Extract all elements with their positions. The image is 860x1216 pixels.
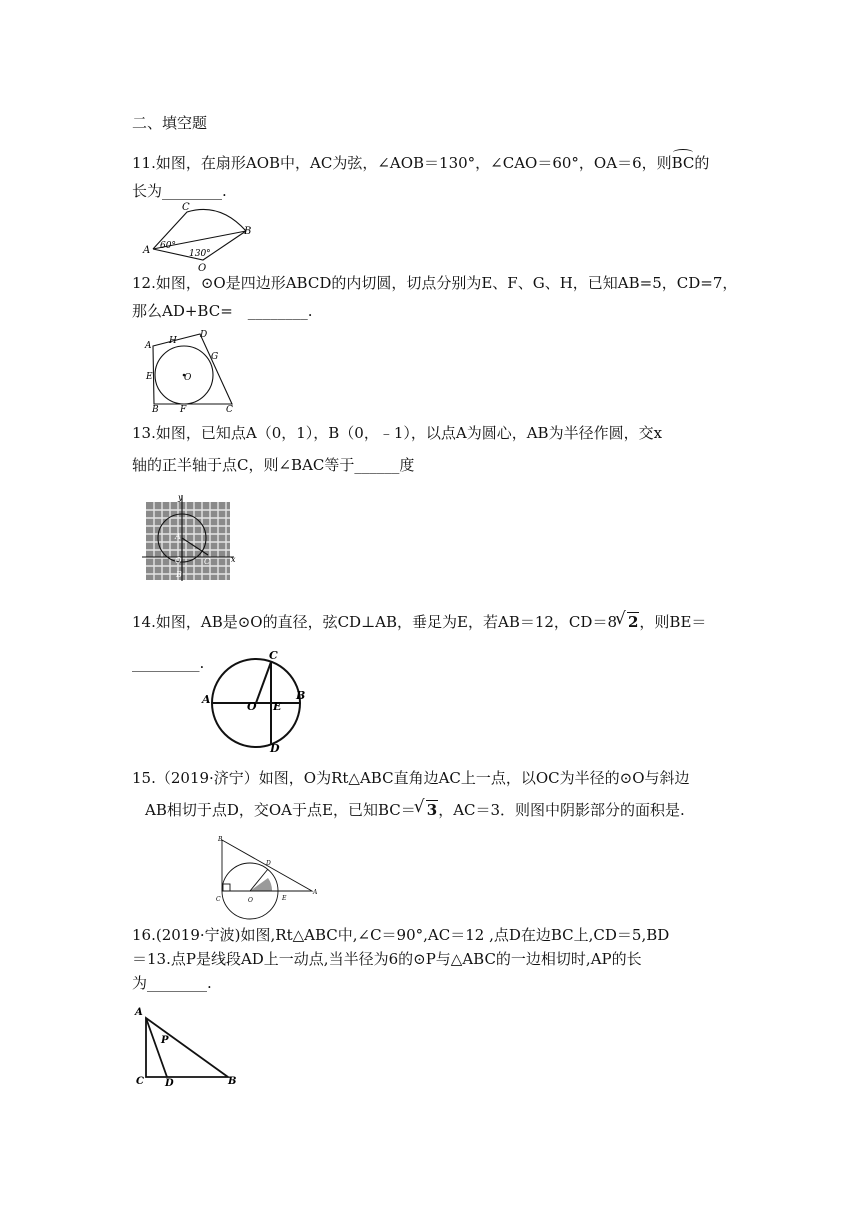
q16-segment-ad [146, 1018, 167, 1077]
q12-label-a: A [145, 341, 152, 351]
q16-label-c: C [136, 1076, 144, 1087]
q11-angle-60: 60° [160, 241, 176, 251]
q15-shaded-sector [250, 878, 272, 891]
q15-label-e: E [282, 895, 287, 902]
q15-text-b: ，AC＝3．则图中阴影部分的面积是. [438, 801, 685, 819]
q11-line2: 长为________. [132, 182, 227, 200]
q12-quadrilateral [153, 334, 232, 404]
q11-label-c: C [182, 202, 190, 213]
q15-line2 [145, 800, 685, 820]
q16-triangle [146, 1018, 228, 1077]
q11-arc-bc: BC [671, 154, 695, 172]
q13-label-y: y [178, 493, 183, 502]
q12-label-o: O [184, 373, 192, 383]
q13-line2: 轴的正半轴于点C，则∠BAC等于______度 [132, 456, 415, 474]
q12-incircle-figure [140, 326, 250, 414]
q16-line1: 16.(2019·宁波)如图,Rt△ABC中,∠C＝90°,AC＝12 ,点D在边BC上,CD＝5,BD [132, 926, 670, 944]
q12-label-g: G [211, 352, 219, 362]
q14-text-a: 14.如图，AB是⊙O的直径，弦CD⊥AB，垂足为E，若AB＝12，CD＝8 [132, 613, 617, 631]
q12-line2: 那么AD+BC= ________. [132, 302, 313, 320]
q13-label-a: A [175, 532, 181, 541]
q14-label-a: A [202, 693, 211, 706]
q14-label-c: C [269, 649, 278, 662]
q15-right-angle [223, 884, 230, 891]
q15-label-a: A [313, 889, 318, 896]
q14-label-o: O [247, 700, 257, 713]
q14-line1 [132, 612, 706, 632]
q13-label-x: x [231, 555, 236, 564]
q11-line1 [132, 153, 709, 173]
q16-label-a: A [135, 1007, 143, 1018]
q16-line2: ＝13.点P是线段AD上一动点,当半径为6的⊙P与△ABC的一边相切时,AP的长 [132, 950, 642, 968]
q15-label-b: B [218, 836, 223, 843]
q16-label-d: D [165, 1078, 174, 1089]
q14-label-e: E [273, 700, 282, 713]
q12-line1: 12.如图，⊙O是四边形ABCD的内切圆，切点分别为E、F、G、H，已知AB=5，CD=7， [132, 274, 738, 292]
q11-label-a: A [143, 245, 151, 256]
q11-label-o: O [198, 263, 207, 274]
q12-label-b: B [152, 405, 159, 415]
q16-label-b: B [228, 1076, 237, 1087]
q12-label-f: F [180, 405, 187, 415]
q14-sqrt [617, 612, 639, 632]
q13-label-c: C [204, 557, 211, 566]
q12-label-h: H [169, 336, 177, 346]
q16-label-p: P [161, 1035, 169, 1046]
q14-text-b: ，则BE＝ [639, 613, 707, 631]
q13-line1: 13.如图，已知点A（0，1），B（0，﹣1），以点A为圆心，AB为半径作圆，交x [132, 424, 663, 442]
q14-line2: _________. [132, 654, 205, 672]
q11-angle-130: 130° [189, 249, 211, 259]
q15-sqrt [416, 800, 438, 820]
q16-triangle-figure [130, 1004, 242, 1090]
q11-label-b: B [244, 226, 252, 237]
q13-label-o: O [175, 556, 182, 565]
q15-label-d: D [266, 860, 271, 867]
q14-label-d: D [270, 742, 280, 755]
section-title: 二、填空题 [132, 114, 208, 132]
q11-text-b: 的 [694, 154, 710, 172]
q16-line3: 为________. [132, 974, 212, 992]
q14-sqrt-value: 2 [627, 613, 639, 631]
q12-label-d: D [200, 330, 208, 340]
q13-label-b: B [176, 570, 182, 579]
q14-circle-figure [200, 646, 312, 754]
q11-text-a: 11.如图，在扇形AOB中，AC为弦，∠AOB＝130°，∠CAO＝60°，OA＝6，则 [132, 154, 672, 172]
q15-line1: 15.（2019·济宁）如图，O为Rt△ABC直角边AC上一点，以OC为半径的⊙O与斜边 [132, 769, 690, 787]
q14-radius-oc [256, 662, 271, 703]
q13-grid-figure [142, 493, 238, 583]
q11-sector-figure [140, 198, 260, 274]
q14-label-b: B [296, 689, 306, 702]
q12-label-c: C [226, 405, 233, 415]
q12-label-e: E [146, 372, 153, 382]
q15-sqrt-value: 3 [426, 801, 438, 819]
q15-triangle-figure [212, 834, 324, 928]
q15-text-a: AB相切于点D，交OA于点E，已知BC＝ [145, 801, 416, 819]
q15-label-c: C [216, 896, 221, 903]
q15-label-o: O [248, 897, 253, 904]
